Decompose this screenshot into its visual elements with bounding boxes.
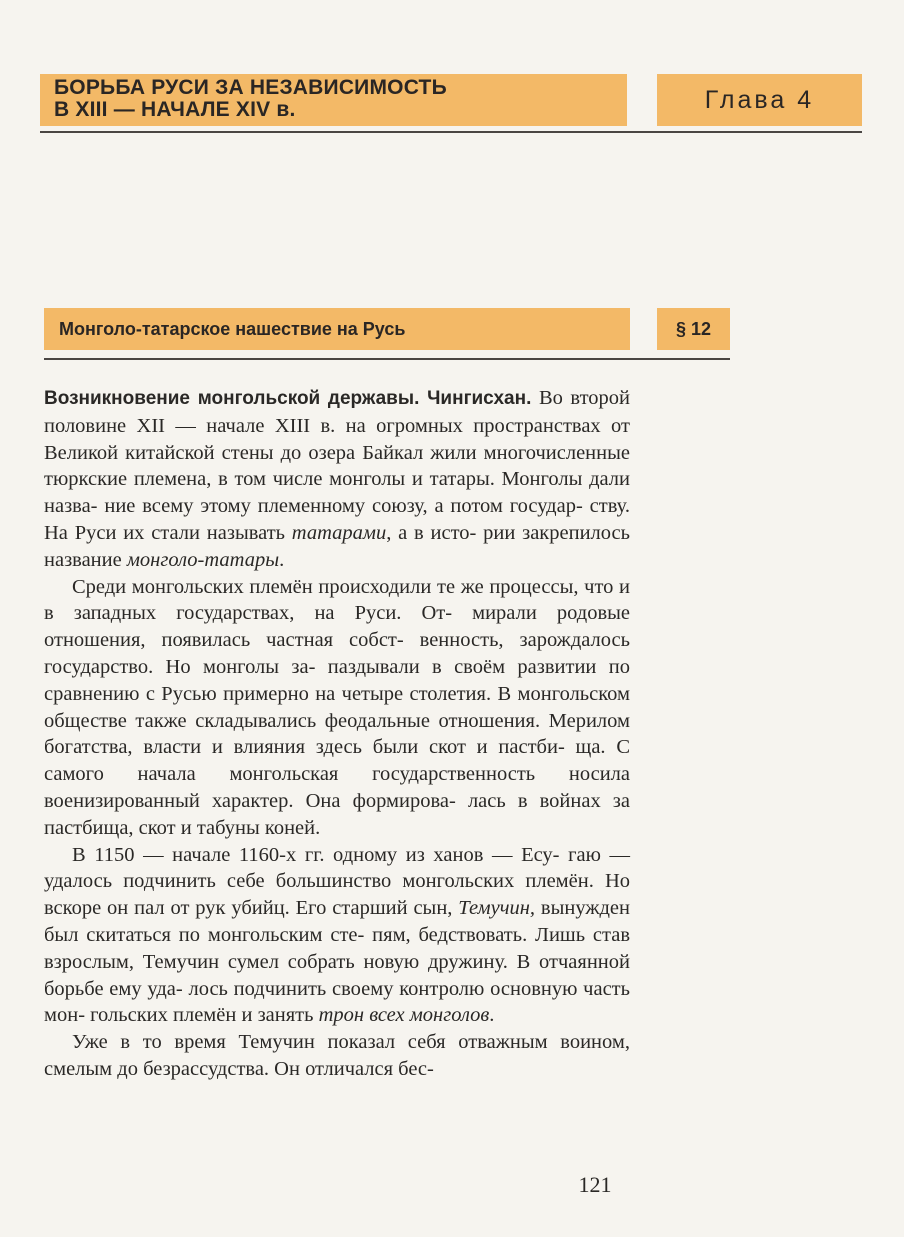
paragraph-1-italic-mongol-tatars: монголо-татары	[126, 548, 280, 571]
chapter-title-line-2: В XIII — НАЧАЛЕ XIV в.	[54, 98, 296, 121]
chapter-label: Глава 4	[657, 74, 862, 126]
chapter-divider	[40, 131, 862, 133]
paragraph-3	[44, 842, 630, 1030]
section-number: § 12	[657, 308, 730, 350]
paragraph-3-text-3: .	[489, 1004, 495, 1027]
paragraph-1-text-2: , а в исто- рии закрепилось название	[44, 521, 630, 571]
paragraph-3-text: В 1150 — начале 1160-х гг. одному из ханов — Есу- гаю — удалось подчинить себе большинство монгольских племён. Но вскоре он пал от рук убийц. Его старший сын,	[44, 843, 630, 920]
paragraph-1-italic-tatars: татарами	[291, 521, 387, 544]
paragraph-3-text-2: вынужден был скитаться по монгольским сте- пям, бедствовать. Лишь став взрослым, Темучин сумел собрать новую дружину. В отчаянной борьбе ему уда- лось подчинить своему контролю основную часть мон- гольских племён и занять	[44, 897, 630, 1027]
paragraph-1-text: Во второй половине XII — начале XIII в. на огромных пространствах от Великой китайской стены до озера Байкал жили многочисленные тюркские племена, в том числе монголы и татары. Монголы дали назва- ние всему этому племенному союзу, а потом государ- ству. На Руси их стали называть	[44, 387, 630, 544]
paragraph-1-heading: Возникновение монгольской державы. Чингисхан.	[44, 388, 532, 409]
section-divider	[44, 358, 730, 360]
paragraph-4: Уже в то время Темучин показал себя отважным воином, смелым до безрассудства. Он отличался бес-	[44, 1031, 630, 1080]
body-text	[44, 385, 630, 1083]
section-title: Монголо-татарское нашествие на Русь	[44, 308, 630, 350]
paragraph-2: Среди монгольских племён происходили те же процессы, что и в западных государствах, на Руси. От- мирали родовые отношения, появилась частная собст- венность, зарождалось государство. Но монголы за- паздывали в своём развитии по сравнению с Русью примерно на четыре столетия. В монгольском обществе также складывались феодальные отношения. Мерилом богатства, власти и влияния здесь были скот и пастби- ща. С самого начала монгольская государственность носила военизированный характер. Она формирова- лась в войнах за пастбища, скот и табуны коней.	[44, 575, 630, 839]
page-number: 121	[578, 1172, 612, 1197]
paragraph-1	[44, 385, 630, 574]
chapter-title-line-1: БОРЬБА РУСИ ЗА НЕЗАВИСИМОСТЬ	[54, 76, 447, 99]
paragraph-3-italic-temuchin: Темучин,	[458, 897, 536, 920]
paragraph-3-italic-throne: трон всех монголов	[318, 1004, 490, 1027]
chapter-title-banner	[40, 74, 627, 126]
paragraph-1-text-3: .	[279, 548, 285, 571]
